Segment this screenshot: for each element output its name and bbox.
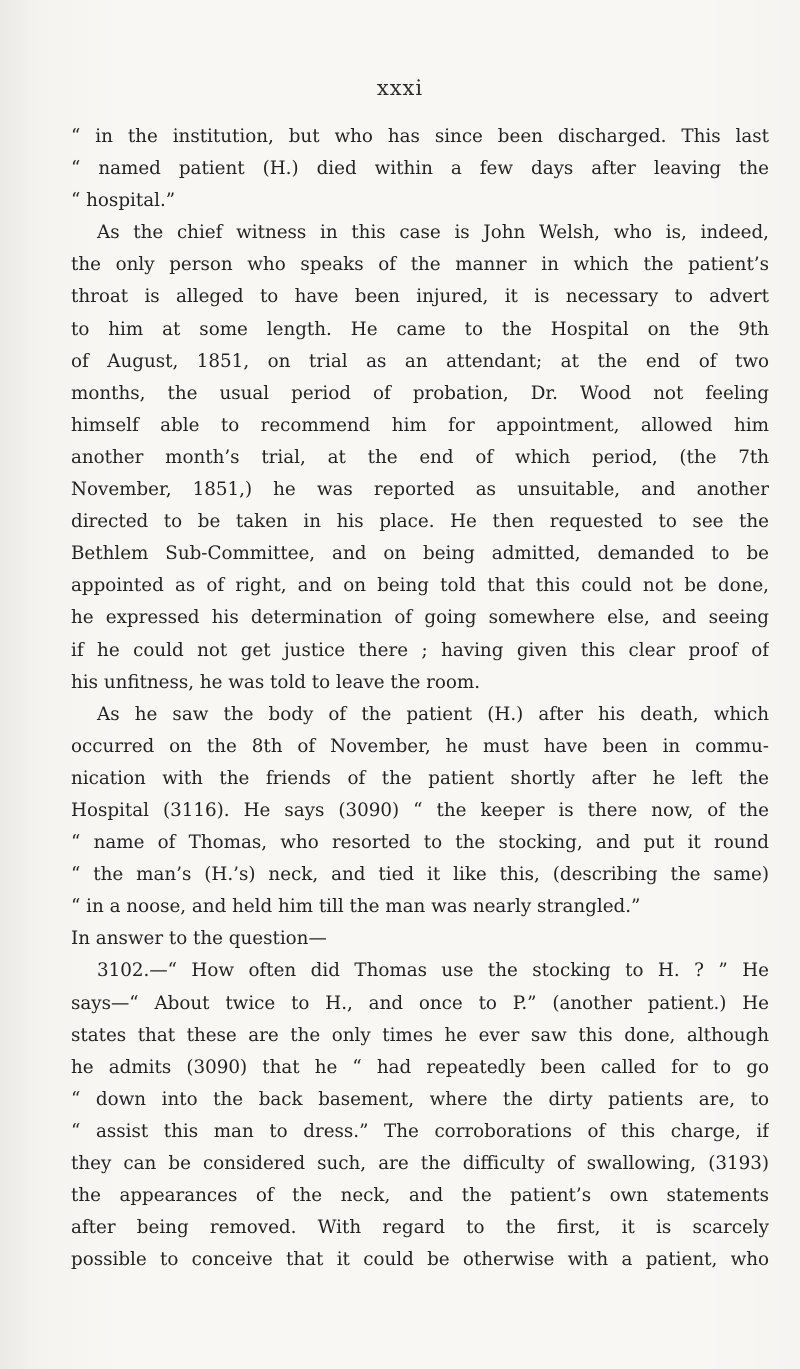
text-line: November, 1851,) he was reported as unsuitable, and another — [71, 479, 769, 501]
text-line: Hospital (3116). He says (3090) “ the keeper is there now, of the — [71, 799, 769, 821]
text-line: he admits (3090) that he “ had repeatedly been called for to go — [71, 1056, 769, 1078]
text-line: the appearances of the neck, and the patient’s own statements — [71, 1185, 769, 1207]
text-line: another month’s trial, at the end of which period, (the 7th — [71, 446, 769, 468]
text-line: nication with the friends of the patient shortly after he left the — [71, 767, 769, 789]
text-line: if he could not get justice there ; having given this clear proof of — [71, 639, 769, 661]
text-line: possible to conceive that it could be otherwise with a patient, who — [71, 1249, 769, 1271]
text-line: “ name of Thomas, who resorted to the stocking, and put it round — [71, 832, 769, 854]
text-line: 3102.—“ How often did Thomas use the stocking to H. ? ” He — [97, 960, 769, 982]
text-line: they can be considered such, are the difficulty of swallowing, (3193) — [71, 1153, 769, 1174]
text-line: “ down into the back basement, where the dirty patients are, to — [71, 1088, 769, 1110]
text-line: states that these are the only times he ever saw this done, although — [71, 1024, 769, 1046]
text-line: “ hospital.” — [71, 190, 176, 212]
text-line: “ named patient (H.) died within a few days after leaving the — [71, 158, 769, 180]
text-line: after being removed. With regard to the first, it is scarcely — [71, 1217, 769, 1239]
text-line: “ the man’s (H.’s) neck, and tied it like this, (describing the same) — [71, 864, 769, 886]
text-line: himself able to recommend him for appointment, allowed him — [71, 414, 769, 436]
text-line: the only person who speaks of the manner in which the patient’s — [71, 254, 769, 276]
text-line: throat is alleged to have been injured, it is necessary to advert — [71, 286, 769, 308]
body-text — [71, 121, 769, 1276]
text-line: “ in the institution, but who has since been discharged. This last — [71, 126, 769, 147]
page-number: xxxi — [376, 76, 424, 100]
text-line: “ assist this man to dress.” The corroborations of this charge, if — [71, 1120, 769, 1142]
text-line: appointed as of right, and on being told that this could not be done, — [71, 575, 769, 597]
text-line: “ in a noose, and held him till the man was nearly strangled.” — [71, 896, 641, 918]
text-line: to him at some length. He came to the Hospital on the 9th — [71, 318, 769, 340]
text-line: of August, 1851, on trial as an attendant; at the end of two — [71, 350, 769, 372]
text-line: As the chief witness in this case is John Welsh, who is, indeed, — [97, 222, 769, 244]
text-line: months, the usual period of probation, Dr. Wood not feeling — [71, 382, 769, 404]
text-line: In answer to the question— — [71, 928, 327, 950]
text-line: occurred on the 8th of November, he must have been in commu- — [71, 735, 769, 757]
text-line: As he saw the body of the patient (H.) after his death, which — [97, 703, 769, 725]
text-line: directed to be taken in his place. He then requested to see the — [71, 511, 769, 533]
text-line: he expressed his determination of going somewhere else, and seeing — [71, 607, 769, 629]
text-line: Bethlem Sub-Committee, and on being admitted, demanded to be — [71, 543, 769, 565]
text-line: his unfitness, he was told to leave the room. — [71, 671, 481, 693]
text-line: says—“ About twice to H., and once to P.” (another patient.) He — [71, 992, 769, 1014]
